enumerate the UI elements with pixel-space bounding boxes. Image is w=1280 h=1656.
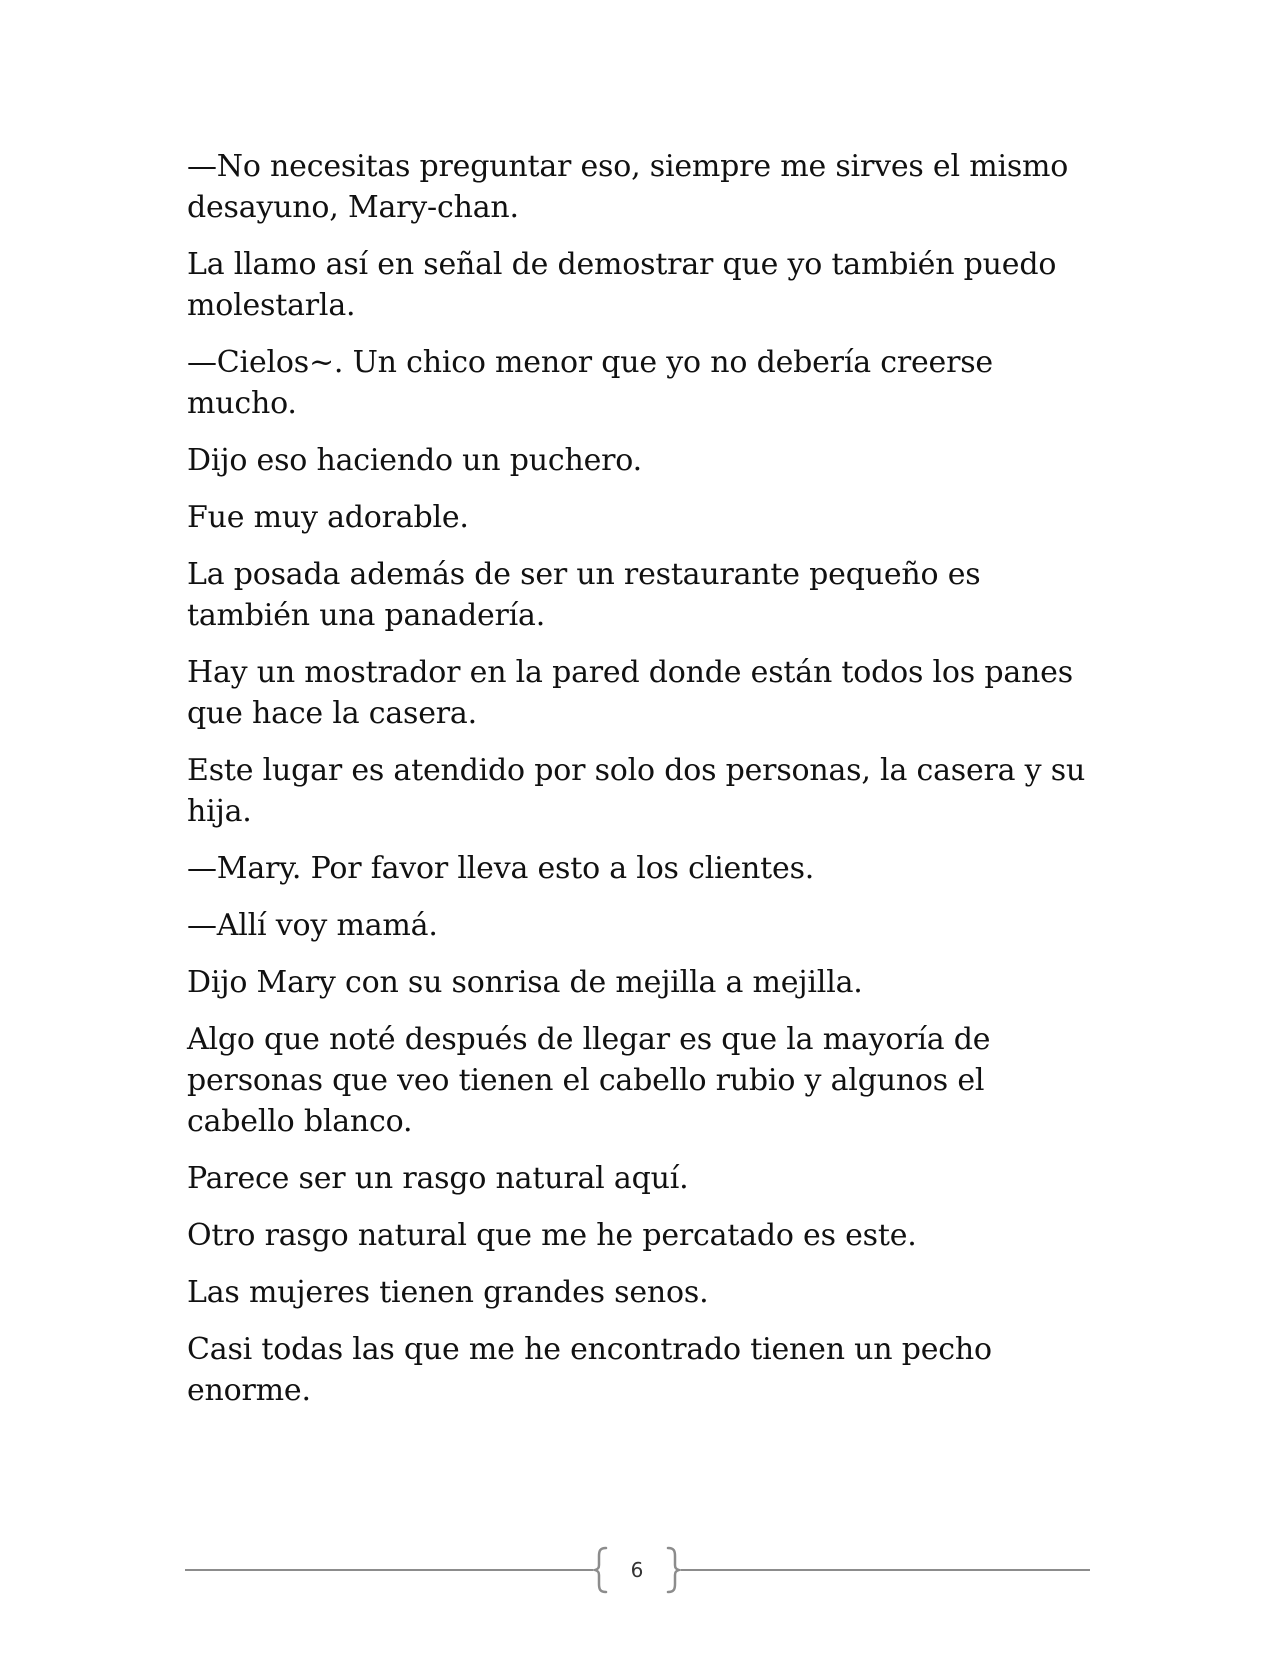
paragraph: Fue muy adorable.	[187, 500, 469, 535]
page-number: 6	[630, 1558, 644, 1582]
left-brace-icon	[593, 1545, 609, 1595]
paragraph: La llamo así en señal de demostrar que yo también puedo molestarla.	[187, 247, 1057, 323]
paragraph: Las mujeres tienen grandes senos.	[187, 1275, 709, 1310]
paragraph: La posada además de ser un restaurante pequeño es también una panadería.	[187, 557, 981, 633]
footer-divider-left	[185, 1569, 593, 1571]
paragraph: Hay un mostrador en la pared donde están todos los panes que hace la casera.	[187, 655, 1073, 731]
paragraph: Algo que noté después de llegar es que la mayoría de personas que veo tienen el cabello rubio y algunos el cabello blanco.	[187, 1022, 991, 1139]
paragraph: Dijo eso haciendo un puchero.	[187, 443, 642, 478]
right-brace-icon	[665, 1545, 681, 1595]
paragraph: —Cielos~. Un chico menor que yo no debería creerse mucho.	[187, 345, 993, 421]
page-footer	[185, 1545, 1090, 1595]
paragraph: —Mary. Por favor lleva esto a los clientes.	[187, 851, 815, 886]
paragraph: —Allí voy mamá.	[187, 908, 438, 943]
paragraph: Parece ser un rasgo natural aquí.	[187, 1161, 689, 1196]
paragraph: Casi todas las que me he encontrado tienen un pecho enorme.	[187, 1332, 992, 1408]
body-text	[187, 146, 1087, 1427]
footer-divider-right	[681, 1569, 1090, 1571]
paragraph: Otro rasgo natural que me he percatado es este.	[187, 1218, 917, 1253]
paragraph: Este lugar es atendido por solo dos personas, la casera y su hija.	[187, 753, 1086, 829]
paragraph: —No necesitas preguntar eso, siempre me sirves el mismo desayuno, Mary-chan.	[187, 149, 1069, 225]
paragraph: Dijo Mary con su sonrisa de mejilla a mejilla.	[187, 965, 863, 1000]
